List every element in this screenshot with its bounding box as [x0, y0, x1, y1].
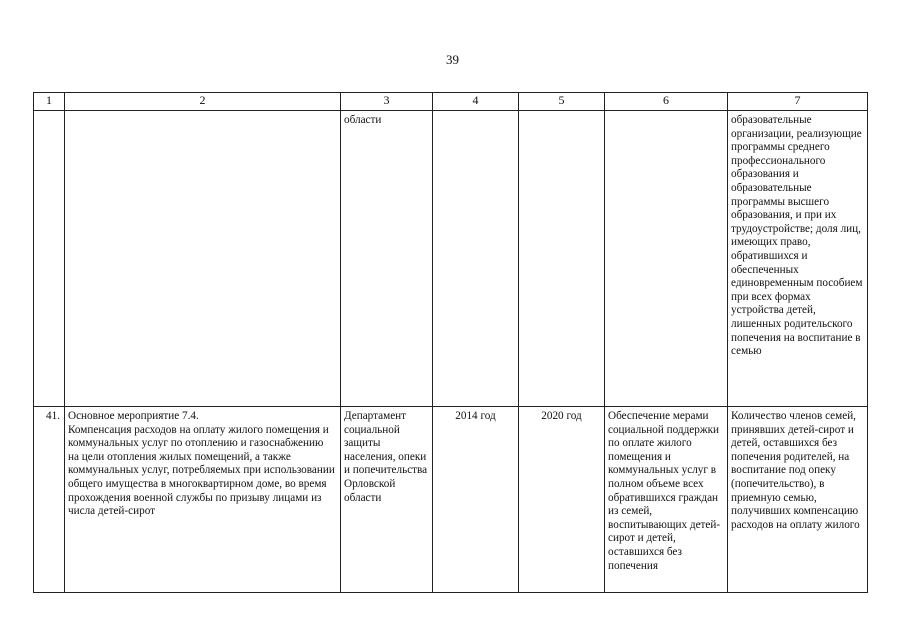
row-number: [34, 111, 65, 407]
program-table: [33, 92, 868, 593]
expected-result: Обеспечение мерами социальной поддержки по оплате жилого помещения и коммунальных услуг в полном объеме всех обратившихся граждан из семей, воспитывающих детей-сирот и детей, оставшихся без попечения: [605, 407, 728, 593]
end-year: 2020 год: [519, 407, 605, 593]
activity-name: [65, 111, 341, 407]
header-col-5: 5: [519, 93, 605, 111]
activity-name: [65, 407, 341, 593]
activity-title: Основное мероприятие 7.4.: [68, 410, 199, 422]
header-col-4: 4: [433, 93, 519, 111]
header-col-1: 1: [34, 93, 65, 111]
start-year: [433, 111, 519, 407]
header-col-6: 6: [605, 93, 728, 111]
executor: Департамент социальной защиты населения, опеки и попечительства Орловской области: [341, 407, 433, 593]
header-col-3: 3: [341, 93, 433, 111]
start-year: 2014 год: [433, 407, 519, 593]
header-col-2: 2: [65, 93, 341, 111]
page-number: 39: [446, 52, 459, 67]
end-year: [519, 111, 605, 407]
executor: области: [341, 111, 433, 407]
indicator: образовательные организации, реализующие программы среднего профессионального образования и образовательные программы высшего образования, и при их трудоустройстве; доля лиц, имеющих право, обратившихся и обеспеченных единовременным пособием при всех формах устройства детей, лишенных родительского попечения на воспитание в семью: [728, 111, 868, 407]
indicator: Количество членов семей, принявших детей-сирот и детей, оставшихся без попечения родителей, на воспитание под опеку (попечительство), в приемную семью, получивших компенсацию расходов на оплату жилого: [728, 407, 868, 593]
expected-result: [605, 111, 728, 407]
activity-description: Компенсация расходов на оплату жилого помещения и коммунальных услуг по отоплению и газоснабжению на цели отопления жилых помещений, а также коммунальных услуг, потребляемых при использовании общего имущества в многоквартирном доме, во время прохождения военной службы по призыву лицами из числа детей-сирот: [68, 423, 335, 518]
table-row: [34, 111, 868, 407]
header-col-7: 7: [728, 93, 868, 111]
header-row: [34, 93, 868, 111]
table-row: [34, 407, 868, 593]
row-number: 41.: [34, 407, 65, 593]
